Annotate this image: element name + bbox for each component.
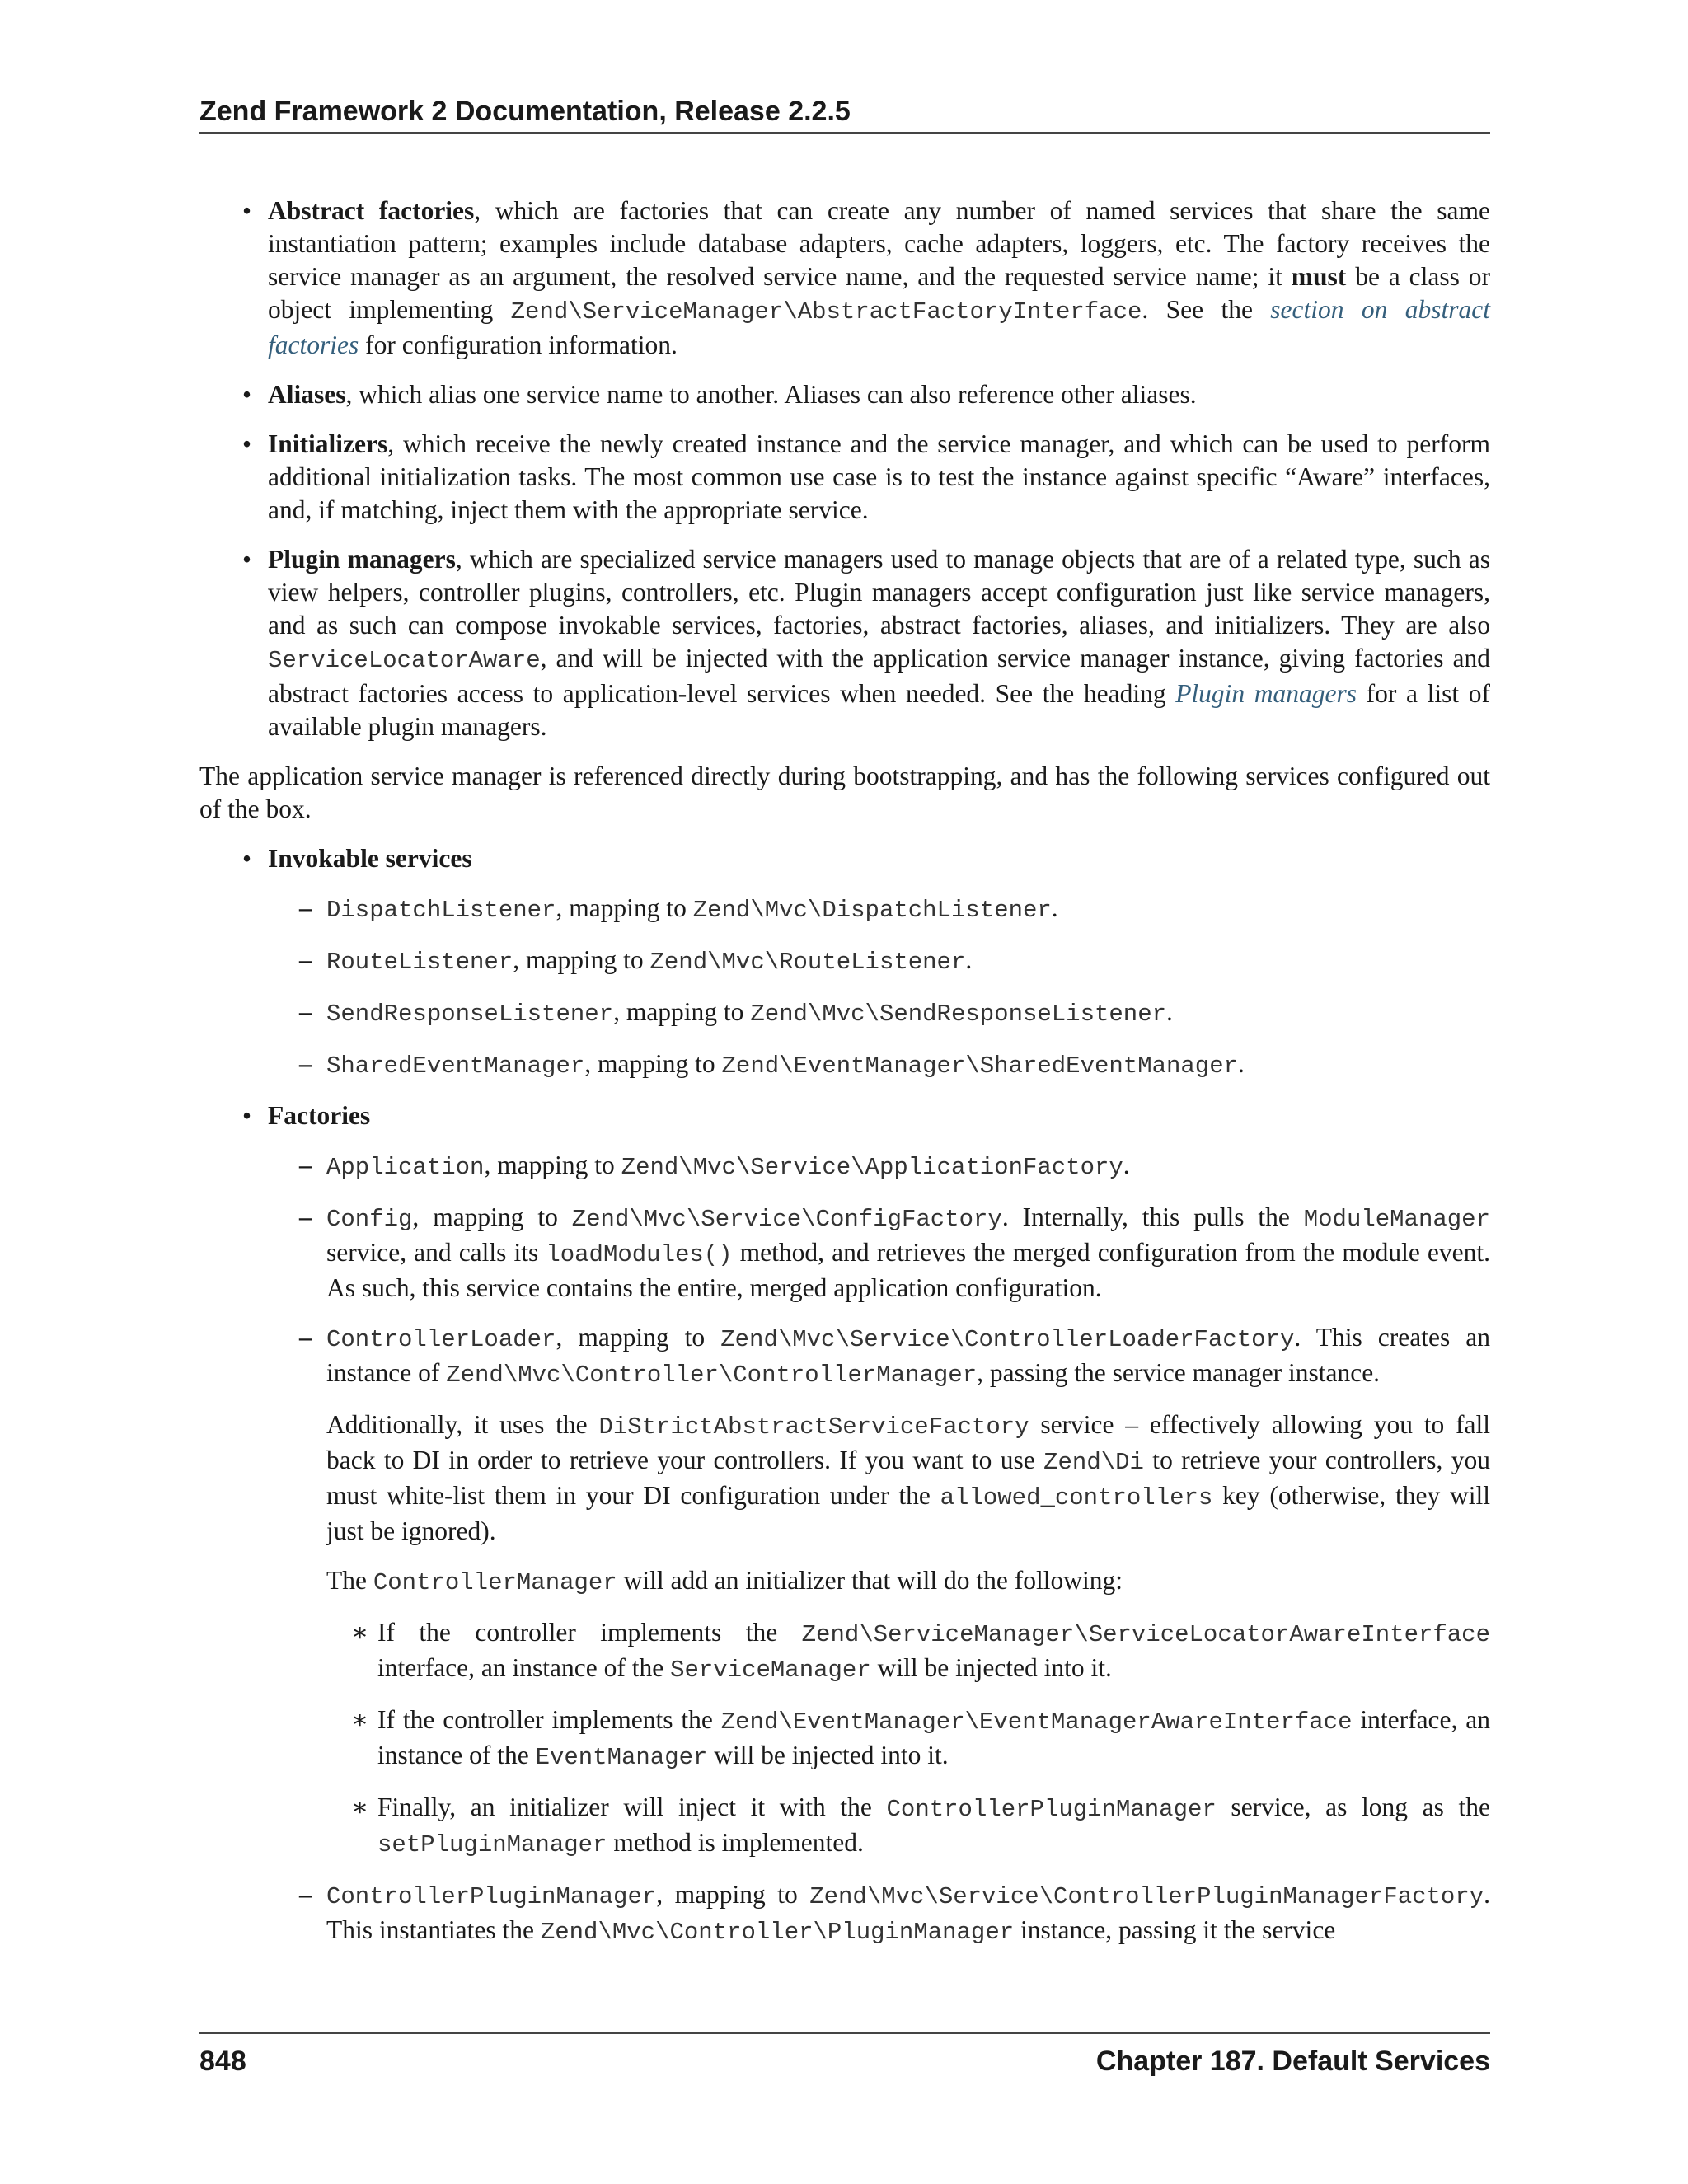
list-item: • Aliases, which alias one service name to another. Aliases can also reference other aliases. <box>199 378 1490 411</box>
list-item: • Abstract factories, which are factories that can create any number of named services that share the same instantiation pattern; examples include database adapters, cache adapters, loggers, etc. The factory receives the service manager as an argument, the resolved service name, and the requested service name; it must be a class or object implementing Zend\ServiceManager\AbstractFactoryInterface. See the section on abstract factories for configuration information. <box>199 194 1490 362</box>
controller-loader-note: Additionally, it uses the DiStrictAbstractServiceFactory service – effectively allowing you to fall back to DI in order to retrieve your controllers. If you want to use Zend\Di to retrieve your controllers, you must white-list them in your DI configuration under the allowed_controllers key (otherwise, they will just be ignored). <box>326 1410 1490 1545</box>
factories-heading: Factories <box>268 1101 371 1130</box>
list-item: – Config, mapping to Zend\Mvc\Service\ConfigFactory. Internally, this pulls the ModuleManager service, and calls its loadModules() method, and retrieves the merged configuration from the module event. As such, this service contains the entire, merged application configuration. <box>268 1201 1490 1305</box>
list-item: – Application, mapping to Zend\Mvc\Service\ApplicationFactory. <box>268 1149 1490 1184</box>
list-item: – ControllerPluginManager, mapping to Zend\Mvc\Service\ControllerPluginManagerFactory. This instantiates the Zend\Mvc\Controller\PluginManager instance, passing it the service <box>268 1878 1490 1949</box>
running-header <box>199 92 1490 134</box>
list-item: ∗ If the controller implements the Zend\ServiceManager\ServiceLocatorAwareInterface interface, an instance of the ServiceManager will be injected into it. <box>326 1616 1490 1687</box>
page-body <box>199 194 1490 1966</box>
service-types-list <box>199 194 1490 743</box>
list-item: ∗ Finally, an initializer will inject it with the ControllerPluginManager service, as long as the setPluginManager method is implemented. <box>326 1791 1490 1862</box>
abstract-factories-link[interactable]: section on abstract factories <box>268 295 1490 359</box>
running-footer <box>199 2032 1490 2080</box>
list-item: – ControllerLoader, mapping to Zend\Mvc\Service\ControllerLoaderFactory. This creates an instance of Zend\Mvc\Controller\ControllerManager, passing the service manager instance. Additionally, it uses the DiStrictAbstractServiceFactory service – effectively allowing you to fall back to DI in order to retrieve your controllers. If you want to use Zend\Di to retrieve your controllers, you must white-list them in your DI configuration under the allowed_controllers key (otherwise, they will just be ignored). The ControllerManager will add an initializer that will do the following: ∗ If the controller implements the Zend\ServiceManager\ServiceLocatorAwareInterface interface, an instance of the ServiceManager will be injected into it. ∗ If the controller implements the Zend\EventManager\EventManagerAwareInterface interface, an instance of the EventManager will be injected into it. ∗ Finally, an initializer will inject it with the ControllerPluginManager service, as long as the setPluginManager method is implemented. <box>268 1321 1490 1862</box>
default-services-list <box>199 842 1490 1949</box>
list-item: • Plugin managers, which are specialized service managers used to manage objects that are of a related type, such as view helpers, controller plugins, controllers, etc. Plugin managers accept configuration just like service managers, and as such can compose invokable services, factories, abstract factories, aliases, and initializers. They are also ServiceLocatorAware, and will be injected with the application service manager instance, giving factories and abstract factories access to application-level services when needed. See the heading Plugin managers for a list of available plugin managers. <box>199 543 1490 743</box>
list-item: – SendResponseListener, mapping to Zend\Mvc\SendResponseListener. <box>268 996 1490 1031</box>
invokables-heading: Invokable services <box>268 844 472 873</box>
factories-list <box>268 1149 1490 1949</box>
list-item: – RouteListener, mapping to Zend\Mvc\RouteListener. <box>268 944 1490 979</box>
list-item: • Initializers, which receive the newly created instance and the service manager, and which can be used to perform additional initialization tasks. The most common use case is to test the instance against specific “Aware” interfaces, and, if matching, inject them with the appropriate service. <box>199 428 1490 527</box>
body-paragraph: The application service manager is referenced directly during bootstrapping, and has the following services configured out of the box. <box>199 762 1490 823</box>
plugin-managers-link[interactable]: Plugin managers <box>1175 679 1357 708</box>
controller-manager-note: The ControllerManager will add an initializer that will do the following: <box>326 1566 1123 1596</box>
initializer-list <box>326 1616 1490 1862</box>
page-number: 848 <box>199 2046 246 2077</box>
header-title: Zend Framework 2 Documentation, Release 2.2.5 <box>199 96 851 127</box>
invokables-section <box>199 842 1490 1083</box>
list-item: ∗ If the controller implements the Zend\EventManager\EventManagerAwareInterface interface, an instance of the EventManager will be injected into it. <box>326 1704 1490 1774</box>
list-item: – SharedEventManager, mapping to Zend\EventManager\SharedEventManager. <box>268 1047 1490 1083</box>
list-item: – DispatchListener, mapping to Zend\Mvc\DispatchListener. <box>268 892 1490 927</box>
factories-section <box>199 1099 1490 1949</box>
invokables-list <box>268 892 1490 1083</box>
chapter-title: Chapter 187. Default Services <box>1095 2046 1490 2077</box>
